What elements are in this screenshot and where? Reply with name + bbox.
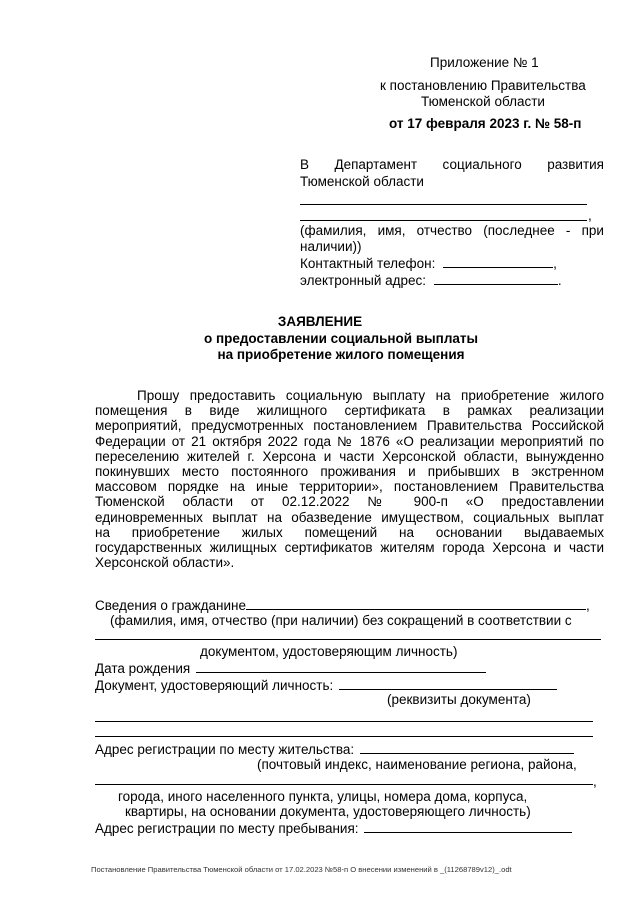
citizen-hint-2: документом, удостоверяющим личность) xyxy=(200,644,458,659)
reg-residence-label: Адрес регистрации по месту жительства: xyxy=(95,742,355,757)
address-hint-2: города, иного населенного пункта, улицы, номера дома, корпуса, xyxy=(118,789,528,804)
applicant-name-line-1[interactable] xyxy=(300,204,587,205)
address-hint-1: (почтовый индекс, наименование региона, района, xyxy=(257,757,577,772)
appendix-line1: к постановлению Правительства xyxy=(380,78,586,93)
reg-residence-line[interactable] xyxy=(360,740,574,754)
body-line: государственных жилищных сертификатов жителям города Херсона и части xyxy=(95,540,604,556)
addressee-to-line1 xyxy=(300,156,604,173)
id-doc-line-3[interactable] xyxy=(95,736,593,737)
comma-mark: , xyxy=(588,208,592,223)
id-doc-line-2[interactable] xyxy=(95,721,593,722)
body-line: помещения в виде жилищного сертификата в рамках реализации xyxy=(95,403,604,419)
document-subtitle-2: на приобретение жилого помещения xyxy=(217,347,465,362)
email-label: электронный адрес: xyxy=(300,273,427,288)
name-hint-line1 xyxy=(300,222,604,239)
body-line: Тюменской области от 02.12.2022 № 900-п «О предоставлении xyxy=(95,494,604,510)
period-mark: . xyxy=(557,273,562,288)
body-line: Прошу предоставить социальную выплату на приобретение жилого xyxy=(137,388,604,403)
appendix-date: от 17 февраля 2023 г. № 58-п xyxy=(389,116,582,131)
phone-label: Контактный телефон: xyxy=(300,256,436,271)
document-footer: Постановление Правительства Тюменской области от 17.02.2023 №58-п О внесении изменений в _(11268789v12)_.odt xyxy=(91,865,512,874)
hint-word: имя, xyxy=(377,223,406,238)
id-doc-hint: (реквизиты документа) xyxy=(387,692,531,707)
comma-mark: , xyxy=(586,598,590,613)
citizen-name-line[interactable] xyxy=(246,596,586,610)
body-line: переселению жителей г. Херсона и части Херсонской области, вынужденно xyxy=(95,448,604,464)
body-line: на приобретение жилых помещений на основании выдаваемых xyxy=(95,524,604,540)
address-hint-3: квартиры, на основании документа, удостоверяющего личность) xyxy=(125,804,531,819)
birth-row xyxy=(95,659,486,677)
citizen-hint-1: (фамилия, имя, отчество (при наличии) без сокращений в соответствии с xyxy=(110,613,572,628)
body-line: Федерации от 21 октября 2022 года № 1876 «О реализации мероприятий по xyxy=(95,433,604,449)
application-body xyxy=(95,388,604,570)
applicant-name-line-2[interactable] xyxy=(300,220,587,221)
citizen-name-line-2[interactable] xyxy=(95,639,601,640)
email-row xyxy=(300,271,562,289)
hint-word: (последнее xyxy=(483,223,555,238)
comma-mark: , xyxy=(553,256,557,271)
body-line: единовременных выплат на обазведение имуществом, социальных выплат xyxy=(95,509,604,525)
reg-stay-label: Адрес регистрации по месту пребывания: xyxy=(95,821,359,836)
hint-word: (фамилия, xyxy=(300,223,367,238)
hint-word: отчество xyxy=(416,223,473,238)
citizen-label: Сведения о гражданине xyxy=(95,598,246,613)
id-doc-line[interactable] xyxy=(339,676,557,690)
addressee-word: В xyxy=(300,157,310,172)
addressee-to-line2: Тюменской области xyxy=(300,174,424,189)
addressee-word: развития xyxy=(547,157,604,172)
document-title: ЗАЯВЛЕНИЕ xyxy=(277,314,363,329)
body-line: покинувших место постоянного проживания и прибывших в экстренном xyxy=(95,464,604,480)
hint-word: при xyxy=(581,223,604,238)
id-doc-label: Документ, удостоверяющий личность: xyxy=(95,678,334,693)
appendix-title: Приложение № 1 xyxy=(430,55,539,70)
phone-row xyxy=(300,254,557,272)
birth-date-line[interactable] xyxy=(196,659,486,673)
addressee-word: социального xyxy=(442,157,522,172)
appendix-line2: Тюменской области xyxy=(421,94,545,109)
phone-input-line[interactable] xyxy=(443,254,553,268)
hint-word: - xyxy=(565,223,571,238)
name-hint-line2: наличии)) xyxy=(300,239,362,254)
reg-stay-row xyxy=(95,819,572,837)
email-input-line[interactable] xyxy=(434,271,558,285)
birth-label: Дата рождения xyxy=(95,661,191,676)
reg-stay-line[interactable] xyxy=(364,819,572,833)
addressee-word: Департамент xyxy=(334,157,418,172)
body-line: массовом порядке на иные территории», постановлением Правительства xyxy=(95,479,604,495)
reg-residence-line-2[interactable] xyxy=(95,784,593,785)
document-subtitle-1: о предоставлении социальной выплаты xyxy=(203,331,479,346)
body-line: мероприятий, предусмотренных постановлением Правительства Российской xyxy=(95,418,604,434)
comma-mark: , xyxy=(593,774,597,789)
body-line: Херсонской области». xyxy=(95,555,235,571)
